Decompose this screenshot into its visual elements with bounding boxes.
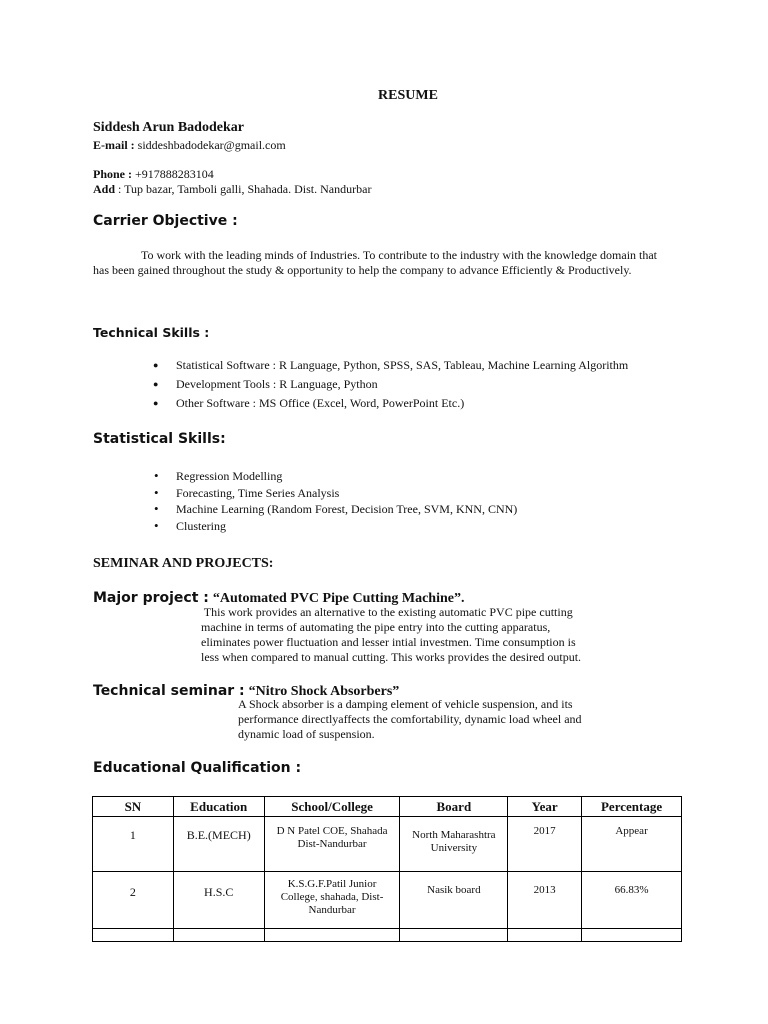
list-item: ● Statistical Software : R Language, Python, SPSS, SAS, Tableau, Machine Learning Algorithm (176, 356, 628, 375)
table-cell: 1 (93, 817, 174, 872)
table-cell: D N Patel COE, Shahada Dist-Nandurbar (264, 817, 400, 872)
description-line: performance directlyaffects the comfortability, dynamic load wheel and (238, 712, 582, 726)
education-heading: Educational Qualification : (93, 760, 302, 776)
resume-title: RESUME (378, 88, 438, 103)
education-table (92, 796, 682, 942)
table-cell (264, 929, 400, 942)
table-cell (582, 929, 682, 942)
column-header-year: Year (508, 797, 582, 817)
table-cell: 66.83% (582, 872, 682, 929)
table-cell: 2013 (508, 872, 582, 929)
table-row (93, 872, 682, 929)
table-cell: 2 (93, 872, 174, 929)
list-item: • Clustering (176, 518, 517, 535)
objective-body: To work with the leading minds of Industries. To contribute to the industry with the knowledge domain that has been gained throughout the study & opportunity to help the company to advance Efficiently & Productively. (93, 248, 658, 277)
table-cell: B.E.(MECH) (173, 817, 264, 872)
list-item: • Regression Modelling (176, 468, 517, 485)
technical-seminar-description (238, 697, 582, 742)
table-cell: Appear (582, 817, 682, 872)
column-header-school: School/College (264, 797, 400, 817)
major-project-label: Major project : (93, 590, 209, 606)
column-header-percentage: Percentage (582, 797, 682, 817)
phone-label: Phone : (93, 167, 132, 181)
description-line: machine in terms of automating the pipe entry into the cutting apparatus, (201, 620, 551, 634)
list-item: • Forecasting, Time Series Analysis (176, 485, 517, 502)
major-project-description (201, 605, 581, 665)
table-cell (508, 929, 582, 942)
table-header-row (93, 797, 682, 817)
description-line: less when compared to manual cutting. This works provides the desired output. (201, 650, 582, 664)
table-row (93, 929, 682, 942)
table-cell: 2017 (508, 817, 582, 872)
statistical-skills-heading: Statistical Skills: (93, 431, 226, 447)
major-project-title: “Automated PVC Pipe Cutting Machine”. (212, 591, 465, 606)
list-item: ● Development Tools : R Language, Python (176, 375, 628, 394)
column-header-sn: SN (93, 797, 174, 817)
phone-line (93, 167, 214, 182)
technical-seminar-title: “Nitro Shock Absorbers” (248, 684, 400, 699)
table-row (93, 817, 682, 872)
table-cell (93, 929, 174, 942)
technical-skills-heading: Technical Skills : (93, 325, 210, 340)
candidate-name: Siddesh Arun Badodekar (93, 120, 244, 135)
table-cell: North Maharashtra University (400, 817, 508, 872)
objective-heading: Carrier Objective : (93, 213, 238, 229)
description-line: This work provides an alternative to the existing automatic PVC pipe cutting (201, 605, 573, 619)
table-cell: K.S.G.F.Patil Junior College, shahada, Dist-Nandurbar (264, 872, 400, 929)
table-cell (173, 929, 264, 942)
phone-value: +917888283104 (135, 167, 214, 181)
email-value: siddeshbadodekar@gmail.com (137, 138, 286, 152)
seminar-heading: SEMINAR AND PROJECTS: (93, 556, 274, 571)
statistical-skills-list (176, 468, 517, 534)
description-line: dynamic load of suspension. (238, 727, 375, 741)
description-line: eliminates power fluctuation and lesser intial investmen. Time consumption is (201, 635, 576, 649)
list-item: • Machine Learning (Random Forest, Decision Tree, SVM, KNN, CNN) (176, 501, 517, 518)
address-value: : Tup bazar, Tamboli galli, Shahada. Dist. Nandurbar (118, 182, 372, 196)
column-header-board: Board (400, 797, 508, 817)
table-cell: H.S.C (173, 872, 264, 929)
address-line (93, 182, 371, 197)
list-item: ● Other Software : MS Office (Excel, Word, PowerPoint Etc.) (176, 394, 628, 413)
address-label: Add (93, 182, 116, 196)
column-header-education: Education (173, 797, 264, 817)
description-line: A Shock absorber is a damping element of vehicle suspension, and its (238, 697, 573, 711)
table-cell: Nasik board (400, 872, 508, 929)
technical-seminar-label: Technical seminar : (93, 683, 245, 699)
table-cell (400, 929, 508, 942)
technical-skills-list (176, 356, 628, 413)
email-label: E-mail : (93, 138, 135, 152)
objective-text (93, 248, 673, 278)
email-line (93, 138, 286, 153)
